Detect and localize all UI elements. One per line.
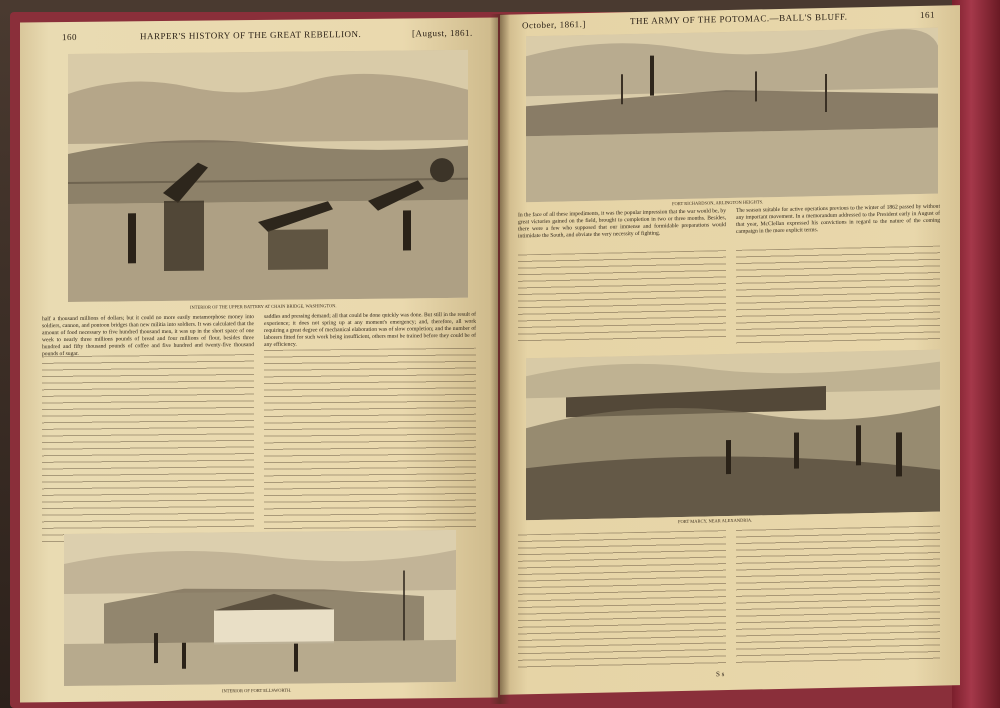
left-page bbox=[20, 17, 498, 702]
engraving-fort-ellsworth bbox=[64, 530, 456, 686]
right-column-2-lines bbox=[736, 246, 940, 346]
engraving-fort-richardson bbox=[526, 28, 938, 203]
right-column-4-lines bbox=[736, 526, 940, 666]
left-top-caption: INTERIOR OF THE UPPER BATTERY AT CHAIN BRIDGE, WASHINGTON. bbox=[190, 303, 337, 310]
right-top-caption: FORT RICHARDSON, ARLINGTON HEIGHTS. bbox=[672, 199, 764, 207]
book-gutter-shadow bbox=[490, 14, 510, 704]
left-column-2-lines bbox=[264, 348, 476, 530]
right-running-head: THE ARMY OF THE POTOMAC.—BALL'S BLUFF. bbox=[630, 11, 848, 27]
right-column-1-lines bbox=[518, 250, 726, 344]
left-column-2-text: saddles and pressing demand; all that could be done quickly was done. But still in the result of experience; it does not spring up at any moment's emergency; and, therefore, all work requiring a great degree of mechanical elaboration was of slow completion; and the number of laborers fitted for such work being insufficient, others must be trained before they could be of any efficiency. bbox=[264, 311, 476, 348]
left-page-number: 160 bbox=[62, 31, 77, 43]
left-page-date: [August, 1861. bbox=[412, 27, 473, 39]
right-column-1-text: In the face of all these impediments, it was the popular impression that the war would be, by great victories gained on the field, brought to completion in two or three months. Besides, there were a few who supposed that our immense and formidable preparations would intimidate the South, and obviate the very necessity of fighting. bbox=[518, 208, 726, 240]
right-mid-caption: FORT MARCY, NEAR ALEXANDRIA. bbox=[678, 517, 753, 525]
engraving-fort-marcy bbox=[526, 350, 940, 521]
right-page-date: October, 1861.] bbox=[522, 19, 586, 31]
right-page bbox=[500, 5, 960, 695]
left-running-head: HARPER'S HISTORY OF THE GREAT REBELLION. bbox=[140, 28, 362, 42]
left-bottom-caption: INTERIOR OF FORT ELLSWORTH. bbox=[222, 687, 292, 694]
right-column-3-lines bbox=[518, 530, 726, 670]
left-column-1-text: half a thousand millions of dollars; but it could no more easily metamorphose money into soldiers, cannon, and pontoon bridges than new militia into soldiers. It was calculated that the amount of food necessary to five hundred thousand men, it was up in the short space of one week to nearly three millions pounds of bread and four millions of flour, besides three hundred and fifty thousand pounds of coffee and five hundred and twenty-five thousand pounds of sugar. bbox=[42, 314, 254, 357]
engraving-chain-bridge-battery bbox=[68, 50, 468, 302]
right-page-number: 161 bbox=[920, 9, 935, 21]
left-column-1-lines bbox=[42, 354, 254, 542]
right-signature-mark: S s bbox=[716, 670, 725, 679]
right-column-2-text: The season suitable for active operations previous to the winter of 1862 passed by without any important movement. In a memorandum addressed to the President early in August of that year, McClellan expressed his convictions in regard to the nature of the coming campaign in the more explicit terms. bbox=[736, 203, 940, 235]
